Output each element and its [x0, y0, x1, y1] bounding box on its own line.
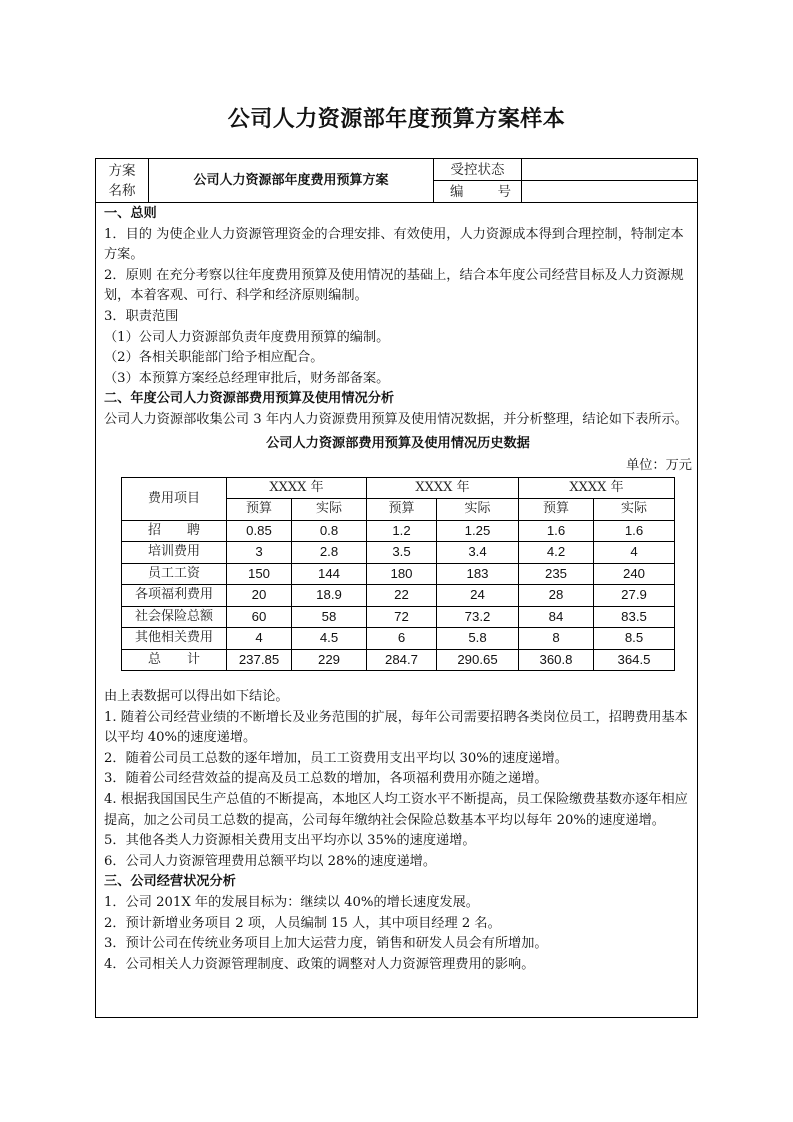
- budget-cell: 237.85: [227, 649, 292, 671]
- serial-number-label: [434, 181, 522, 203]
- actual-cell: 1.6: [594, 520, 675, 542]
- year-header: XXXX 年: [227, 477, 367, 499]
- budget-header: 预算: [227, 499, 292, 521]
- year-header: XXXX 年: [367, 477, 519, 499]
- section3-item: 1．公司 201X 年的发展目标为：继续以 40%的增长速度发展。: [104, 894, 479, 910]
- section1-item: 1．目的 为使企业人力资源管理资金的合理安排、有效使用，人力资源成本得到合理控制，特制定本方案。: [104, 226, 684, 263]
- actual-cell: 144: [292, 563, 367, 585]
- table-row: [122, 628, 675, 650]
- row-label: 各项福利费用: [122, 585, 227, 607]
- conclusion-item: 2．随着公司员工总数的逐年增加，员工工资费用支出平均以 30%的速度递增。: [104, 750, 568, 766]
- row-label: 其他相关费用: [122, 628, 227, 650]
- budget-header: 预算: [519, 499, 594, 521]
- section3-item: 2．预计新增业务项目 2 项，人员编制 15 人，其中项目经理 2 名。: [104, 915, 501, 931]
- actual-cell: 73.2: [437, 606, 519, 628]
- section-heading: 三、公司经营状况分析: [104, 874, 236, 890]
- actual-cell: 290.65: [437, 649, 519, 671]
- budget-cell: 1.6: [519, 520, 594, 542]
- table-row: [122, 606, 675, 628]
- actual-cell: 24: [437, 585, 519, 607]
- budget-history-table: [121, 477, 675, 672]
- table-row: [122, 585, 675, 607]
- budget-cell: 235: [519, 563, 594, 585]
- budget-cell: 4.2: [519, 542, 594, 564]
- actual-cell: 83.5: [594, 606, 675, 628]
- budget-cell: 8: [519, 628, 594, 650]
- actual-cell: 58: [292, 606, 367, 628]
- budget-cell: 150: [227, 563, 292, 585]
- table-row: [122, 542, 675, 564]
- budget-cell: 3: [227, 542, 292, 564]
- budget-cell: 4: [227, 628, 292, 650]
- actual-cell: 229: [292, 649, 367, 671]
- budget-cell: 360.8: [519, 649, 594, 671]
- row-label: 培训费用: [122, 542, 227, 564]
- section3-item: 3．预计公司在传统业务项目上加大运营力度，销售和研发人员会有所增加。: [104, 936, 548, 952]
- actual-cell: 4.5: [292, 628, 367, 650]
- budget-cell: 22: [367, 585, 437, 607]
- row-label: 员工工资: [122, 563, 227, 585]
- actual-header: 实际: [292, 499, 367, 521]
- actual-cell: 27.9: [594, 585, 675, 607]
- actual-header: 实际: [437, 499, 519, 521]
- row-label: 总 计: [122, 649, 227, 671]
- section-heading: 一、总则: [104, 206, 157, 221]
- conclusion-item: 3．随着公司经营效益的提高及员工总数的增加，各项福利费用亦随之递增。: [104, 771, 548, 787]
- budget-cell: 0.85: [227, 520, 292, 542]
- actual-cell: 183: [437, 563, 519, 585]
- conclusion-item: 6．公司人力资源管理费用总额平均以 28%的速度递增。: [104, 853, 437, 869]
- section1-item: 3．职责范围: [104, 308, 179, 324]
- section1-item: （1）公司人力资源部负责年度费用预算的编制。: [104, 329, 390, 345]
- plan-name-label-line2: 名称: [108, 183, 136, 199]
- actual-cell: 1.25: [437, 520, 519, 542]
- table-header-row: [122, 477, 675, 499]
- actual-cell: 3.4: [437, 542, 519, 564]
- section2-intro: 公司人力资源部收集公司 3 年内人力资源费用预算及使用情况数据，并分析整理，结论如下表所示。: [104, 411, 688, 427]
- table-row: [122, 520, 675, 542]
- year-header: XXXX 年: [519, 477, 675, 499]
- serial-number-field[interactable]: [522, 181, 698, 203]
- table-title: 公司人力资源部费用预算及使用情况历史数据: [266, 435, 530, 451]
- table-row: [122, 563, 675, 585]
- row-label: 社会保险总额: [122, 606, 227, 628]
- item-header: 费用项目: [122, 477, 227, 520]
- control-status-label: 受控状态: [434, 159, 522, 181]
- budget-cell: 6: [367, 628, 437, 650]
- section1-item: （3）本预算方案经总经理审批后，财务部备案。: [104, 370, 390, 386]
- plan-name-label: [96, 159, 149, 203]
- conclusion-item: 5．其他各类人力资源相关费用支出平均亦以 35%的速度递增。: [104, 833, 476, 849]
- serial-number-label-part1: 编: [450, 184, 464, 200]
- control-status-field[interactable]: [522, 159, 698, 181]
- actual-cell: 240: [594, 563, 675, 585]
- budget-cell: 84: [519, 606, 594, 628]
- section1-item: （2）各相关职能部门给予相应配合。: [104, 350, 324, 366]
- serial-number-label-part2: 号: [497, 184, 511, 200]
- actual-cell: 4: [594, 542, 675, 564]
- conclusion-item: 1. 随着公司经营业绩的不断增长及业务范围的扩展，每年公司需要招聘各类岗位员工，招聘费用基本以平均 40%的速度递增。: [104, 709, 688, 746]
- plan-name-label-line1: 方案: [108, 163, 136, 179]
- section1-item: 2．原则 在充分考察以往年度费用预算及使用情况的基础上，结合本年度公司经营目标及人力资源规划，本着客观、可行、科学和经济原则编制。: [104, 267, 684, 304]
- section-heading: 二、年度公司人力资源部费用预算及使用情况分析: [104, 391, 395, 407]
- budget-cell: 20: [227, 585, 292, 607]
- plan-name-value: 公司人力资源部年度费用预算方案: [149, 159, 434, 203]
- budget-cell: 3.5: [367, 542, 437, 564]
- actual-cell: 2.8: [292, 542, 367, 564]
- actual-cell: 8.5: [594, 628, 675, 650]
- budget-cell: 28: [519, 585, 594, 607]
- actual-header: 实际: [594, 499, 675, 521]
- table-row: [122, 649, 675, 671]
- conclusion-intro: 由上表数据可以得出如下结论。: [104, 689, 289, 705]
- budget-cell: 60: [227, 606, 292, 628]
- document-body: [104, 204, 692, 975]
- budget-cell: 180: [367, 563, 437, 585]
- budget-cell: 284.7: [367, 649, 437, 671]
- plan-form: [95, 158, 698, 1018]
- budget-cell: 1.2: [367, 520, 437, 542]
- budget-cell: 72: [367, 606, 437, 628]
- actual-cell: 18.9: [292, 585, 367, 607]
- actual-cell: 0.8: [292, 520, 367, 542]
- budget-header: 预算: [367, 499, 437, 521]
- actual-cell: 5.8: [437, 628, 519, 650]
- row-label: 招 聘: [122, 520, 227, 542]
- section3-item: 4．公司相关人力资源管理制度、政策的调整对人力资源管理费用的影响。: [104, 956, 535, 972]
- actual-cell: 364.5: [594, 649, 675, 671]
- conclusion-item: 4. 根据我国国民生产总值的不断提高，本地区人均工资水平不断提高，员工保险缴费基数亦逐年相应提高，加之公司员工总数的提高，公司每年缴纳社会保险总数基本平均以每年 20%的速度递增。: [104, 792, 688, 828]
- document-title: 公司人力资源部年度预算方案样本: [227, 107, 566, 132]
- table-unit: 单位：万元: [626, 457, 692, 473]
